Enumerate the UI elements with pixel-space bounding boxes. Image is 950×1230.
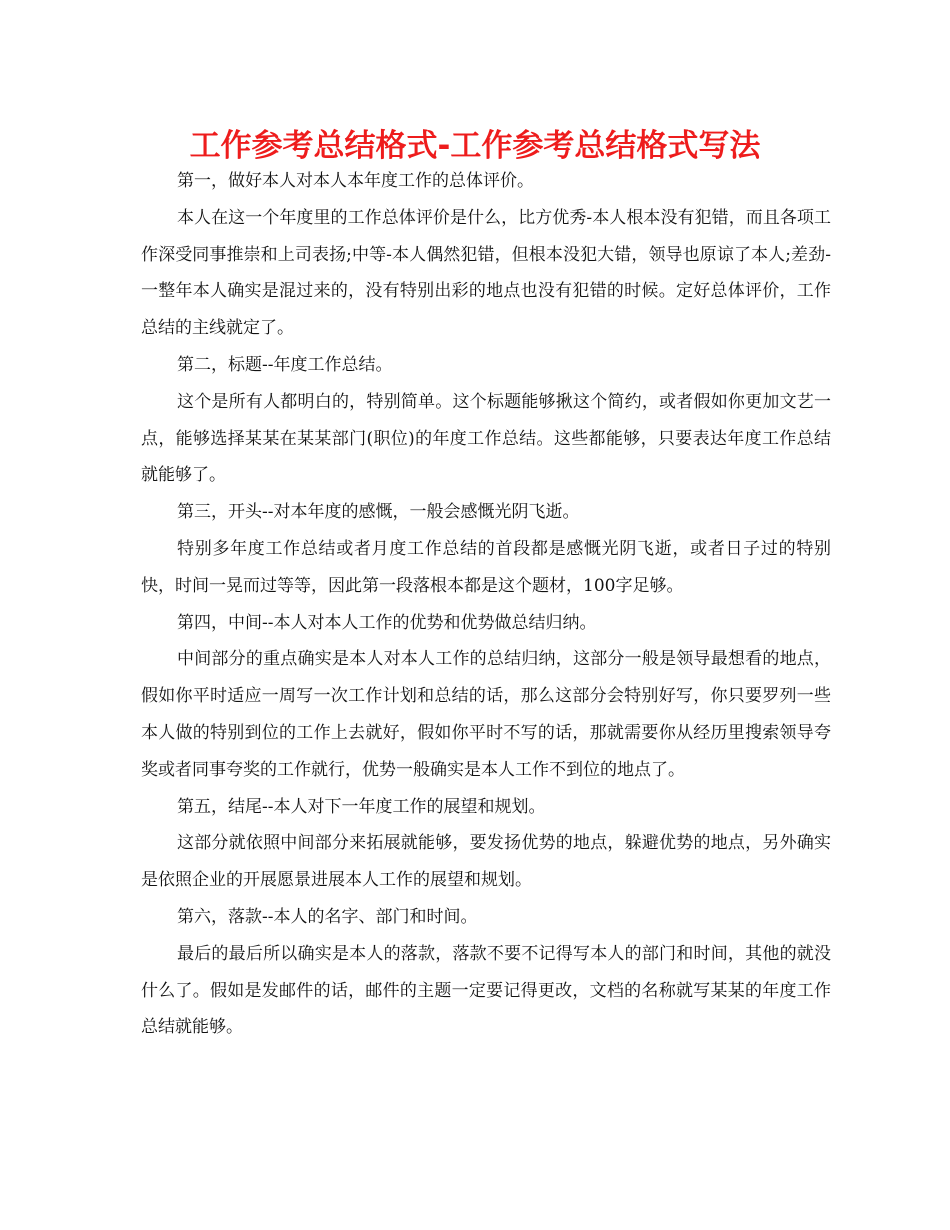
- paragraph-2: 本人在这一个年度里的工作总体评价是什么，比方优秀-本人根本没有犯错，而且各项工作深受同事推崇和上司表扬;中等-本人偶然犯错，但根本没犯大错，领导也原谅了本人;差劲-一整年本人确实是混过来的，没有特别出彩的地点也没有犯错的时候。定好总体评价，工作总结的主线就定了。: [141, 207, 831, 339]
- paragraph-7-heading: 第四，中间--本人对本人工作的优势和优势做总结归纳。: [177, 612, 597, 633]
- paragraph-9-heading: 第五，结尾--本人对下一年度工作的展望和规划。: [177, 796, 546, 817]
- paragraph-5-heading: 第三，开头--对本年度的感慨，一般会感慨光阴飞逝。: [177, 502, 580, 523]
- paragraph-4: 这个是所有人都明白的，特别简单。这个标题能够揪这个简约，或者假如你更加文艺一点，能够选择某某在某某部门(职位)的年度工作总结。这些都能够，只要表达年度工作总结就能够了。: [141, 391, 831, 486]
- document-body: [141, 163, 831, 1046]
- paragraph-8: 中间部分的重点确实是本人对本人工作的总结归纳，这部分一般是领导最想看的地点，假如你平时适应一周写一次工作计划和总结的话，那么这部分会特别好写，你只要罗列一些本人做的特别到位的工作上去就好，假如你平时不写的话，那就需要你从经历里搜索领导夸奖或者同事夸奖的工作就行，优势一般确实是本人工作不到位的地点了。: [141, 649, 831, 780]
- paragraph-11-heading: 第六，落款--本人的名字、部门和时间。: [177, 906, 478, 927]
- paragraph-10: 这部分就依照中间部分来拓展就能够，要发扬优势的地点，躲避优势的地点，另外确实是依照企业的开展愿景进展本人工作的展望和规划。: [141, 833, 831, 891]
- paragraph-1-heading: 第一，做好本人对本人本年度工作的总体评价。: [177, 171, 534, 191]
- document-title: 工作参考总结格式-工作参考总结格式写法: [189, 128, 761, 164]
- paragraph-6: 特别多年度工作总结或者月度工作总结的首段都是感慨光阴飞逝，或者日子过的特别快，时间一晃而过等等，因此第一段落根本都是这个题材，100字足够。: [141, 538, 831, 596]
- paragraph-12: 最后的最后所以确实是本人的落款，落款不要不记得写本人的部门和时间，其他的就没什么了。假如是发邮件的话，邮件的主题一定要记得更改，文档的名称就写某某的年度工作总结就能够。: [141, 943, 831, 1038]
- paragraph-3-heading: 第二，标题--年度工作总结。: [177, 354, 393, 375]
